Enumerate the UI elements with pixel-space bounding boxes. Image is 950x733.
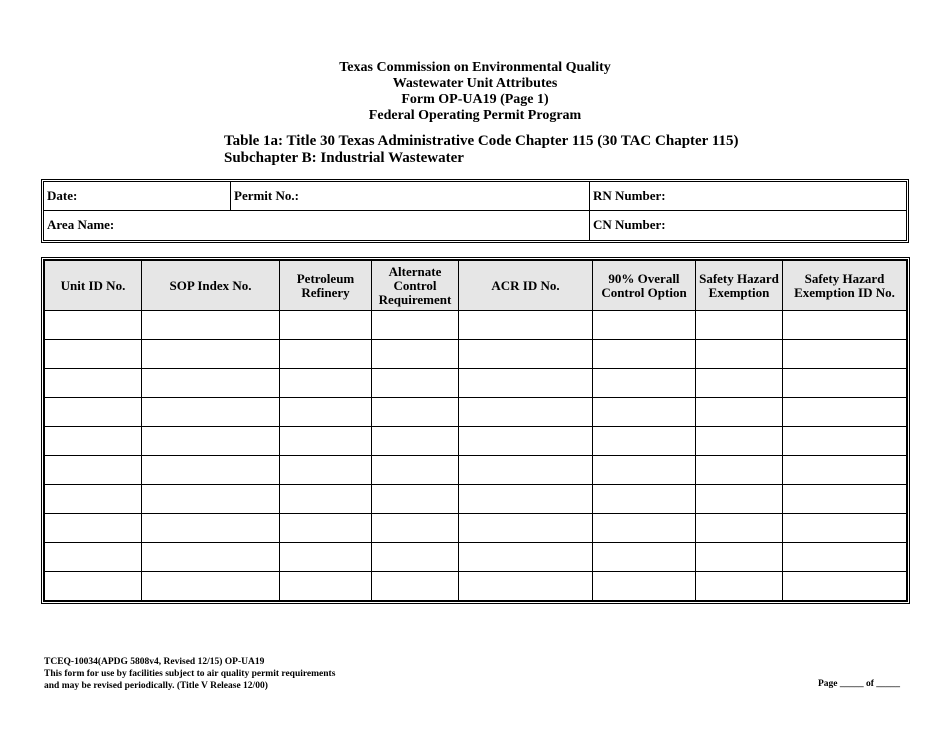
table-row xyxy=(45,514,907,543)
table-cell[interactable] xyxy=(45,543,142,572)
table-cell[interactable] xyxy=(372,514,459,543)
table-cell[interactable] xyxy=(459,572,593,601)
date-label: Date: xyxy=(47,188,78,203)
table-row xyxy=(45,456,907,485)
table-cell[interactable] xyxy=(459,427,593,456)
table-cell[interactable] xyxy=(142,514,280,543)
table-cell[interactable] xyxy=(459,514,593,543)
table-cell[interactable] xyxy=(280,427,372,456)
table-cell[interactable] xyxy=(459,485,593,514)
unit-attributes-table xyxy=(41,257,910,604)
table-cell[interactable] xyxy=(459,398,593,427)
table-cell[interactable] xyxy=(593,398,696,427)
table-cell[interactable] xyxy=(45,427,142,456)
table-cell[interactable] xyxy=(783,485,907,514)
table-cell[interactable] xyxy=(696,369,783,398)
table-cell[interactable] xyxy=(142,340,280,369)
table-cell[interactable] xyxy=(696,485,783,514)
table-cell[interactable] xyxy=(45,485,142,514)
table-cell[interactable] xyxy=(280,514,372,543)
table-cell[interactable] xyxy=(696,398,783,427)
table-cell[interactable] xyxy=(696,311,783,340)
col-sop-index: SOP Index No. xyxy=(142,261,280,311)
form-footer xyxy=(44,656,335,692)
table-cell[interactable] xyxy=(372,398,459,427)
table-row xyxy=(45,543,907,572)
rn-number-field[interactable] xyxy=(590,182,906,210)
col-safety-hazard-exemption: Safety Hazard Exemption xyxy=(696,261,783,311)
table-cell[interactable] xyxy=(593,456,696,485)
table-row xyxy=(45,485,907,514)
cn-number-label: CN Number: xyxy=(593,217,666,232)
table-cell[interactable] xyxy=(783,514,907,543)
table-cell[interactable] xyxy=(372,456,459,485)
permit-number-field[interactable] xyxy=(231,182,589,210)
table-cell[interactable] xyxy=(372,543,459,572)
table-cell[interactable] xyxy=(593,514,696,543)
table-cell[interactable] xyxy=(45,398,142,427)
table-cell[interactable] xyxy=(783,456,907,485)
table-cell[interactable] xyxy=(783,572,907,601)
table-cell[interactable] xyxy=(45,456,142,485)
agency-title: Texas Commission on Environmental Quality xyxy=(339,60,611,75)
footer-note-2: and may be revised periodically. (Title V Release 12/00) xyxy=(44,681,268,691)
footer-form-id: TCEQ-10034(APDG 5808v4, Revised 12/15) OP-UA19 xyxy=(44,657,265,667)
info-row-2 xyxy=(44,211,906,240)
table-cell[interactable] xyxy=(783,543,907,572)
table-cell[interactable] xyxy=(45,311,142,340)
table-cell[interactable] xyxy=(593,485,696,514)
table-cell[interactable] xyxy=(280,572,372,601)
col-overall-control: 90% Overall Control Option xyxy=(593,261,696,311)
program-name: Federal Operating Permit Program xyxy=(368,108,582,123)
table-cell[interactable] xyxy=(142,427,280,456)
table-cell[interactable] xyxy=(783,398,907,427)
table-cell[interactable] xyxy=(459,543,593,572)
table-cell[interactable] xyxy=(142,543,280,572)
table-cell[interactable] xyxy=(142,572,280,601)
table-cell[interactable] xyxy=(280,543,372,572)
permit-number-label: Permit No.: xyxy=(234,188,299,203)
table-cell[interactable] xyxy=(280,398,372,427)
table-row xyxy=(45,427,907,456)
table-cell[interactable] xyxy=(280,340,372,369)
table-row xyxy=(45,311,907,340)
form-subject: Wastewater Unit Attributes xyxy=(392,76,558,91)
table-row xyxy=(45,340,907,369)
table-title: Table 1a: Title 30 Texas Administrative Code Chapter 115 (30 TAC Chapter 115) xyxy=(224,133,739,149)
table-row xyxy=(45,369,907,398)
table-cell[interactable] xyxy=(45,340,142,369)
table-cell[interactable] xyxy=(372,311,459,340)
table-cell[interactable] xyxy=(142,369,280,398)
page-number: Page _____ of _____ xyxy=(818,679,901,689)
info-box xyxy=(41,179,909,243)
footer-note-1: This form for use by facilities subject to air quality permit requirements xyxy=(44,669,336,679)
area-name-label: Area Name: xyxy=(47,217,115,232)
col-unit-id: Unit ID No. xyxy=(45,261,142,311)
table-cell[interactable] xyxy=(280,311,372,340)
table-cell[interactable] xyxy=(783,369,907,398)
table-cell[interactable] xyxy=(142,485,280,514)
table-cell[interactable] xyxy=(280,369,372,398)
table-cell[interactable] xyxy=(593,572,696,601)
table-cell[interactable] xyxy=(783,427,907,456)
table-cell[interactable] xyxy=(280,485,372,514)
col-safety-hazard-exemption-id: Safety Hazard Exemption ID No. xyxy=(783,261,907,311)
table-cell[interactable] xyxy=(45,514,142,543)
table-cell[interactable] xyxy=(372,427,459,456)
table-cell[interactable] xyxy=(372,369,459,398)
table-cell[interactable] xyxy=(696,572,783,601)
form-number: Form OP-UA19 (Page 1) xyxy=(401,92,549,107)
table-cell[interactable] xyxy=(372,340,459,369)
table-cell[interactable] xyxy=(459,456,593,485)
table-row xyxy=(45,572,907,601)
table-row xyxy=(45,398,907,427)
table-cell[interactable] xyxy=(783,340,907,369)
info-row-1 xyxy=(44,182,906,211)
col-alternate-control: Alternate Control Requirement xyxy=(372,261,459,311)
table-cell[interactable] xyxy=(593,543,696,572)
table-cell[interactable] xyxy=(45,369,142,398)
table-cell[interactable] xyxy=(593,311,696,340)
cn-number-field[interactable] xyxy=(590,211,906,240)
table-cell[interactable] xyxy=(372,485,459,514)
col-petroleum-refinery: Petroleum Refinery xyxy=(280,261,372,311)
area-name-field[interactable] xyxy=(44,211,589,240)
table-cell[interactable] xyxy=(142,398,280,427)
table-cell[interactable] xyxy=(142,456,280,485)
table-subtitle: Subchapter B: Industrial Wastewater xyxy=(224,150,464,166)
table-header-row xyxy=(45,261,907,311)
table-cell[interactable] xyxy=(696,514,783,543)
date-field[interactable] xyxy=(44,182,230,210)
table-cell[interactable] xyxy=(372,572,459,601)
table-cell[interactable] xyxy=(696,543,783,572)
form-header xyxy=(0,60,950,124)
table-cell[interactable] xyxy=(696,427,783,456)
table-cell[interactable] xyxy=(459,311,593,340)
table-cell[interactable] xyxy=(783,311,907,340)
rn-number-label: RN Number: xyxy=(593,188,666,203)
table-cell[interactable] xyxy=(593,427,696,456)
table-cell[interactable] xyxy=(593,340,696,369)
table-cell[interactable] xyxy=(280,456,372,485)
table-cell[interactable] xyxy=(696,340,783,369)
table-cell[interactable] xyxy=(45,572,142,601)
table-cell[interactable] xyxy=(593,369,696,398)
table-cell[interactable] xyxy=(459,369,593,398)
table-cell[interactable] xyxy=(142,311,280,340)
table-cell[interactable] xyxy=(459,340,593,369)
table-cell[interactable] xyxy=(696,456,783,485)
col-acr-id: ACR ID No. xyxy=(459,261,593,311)
